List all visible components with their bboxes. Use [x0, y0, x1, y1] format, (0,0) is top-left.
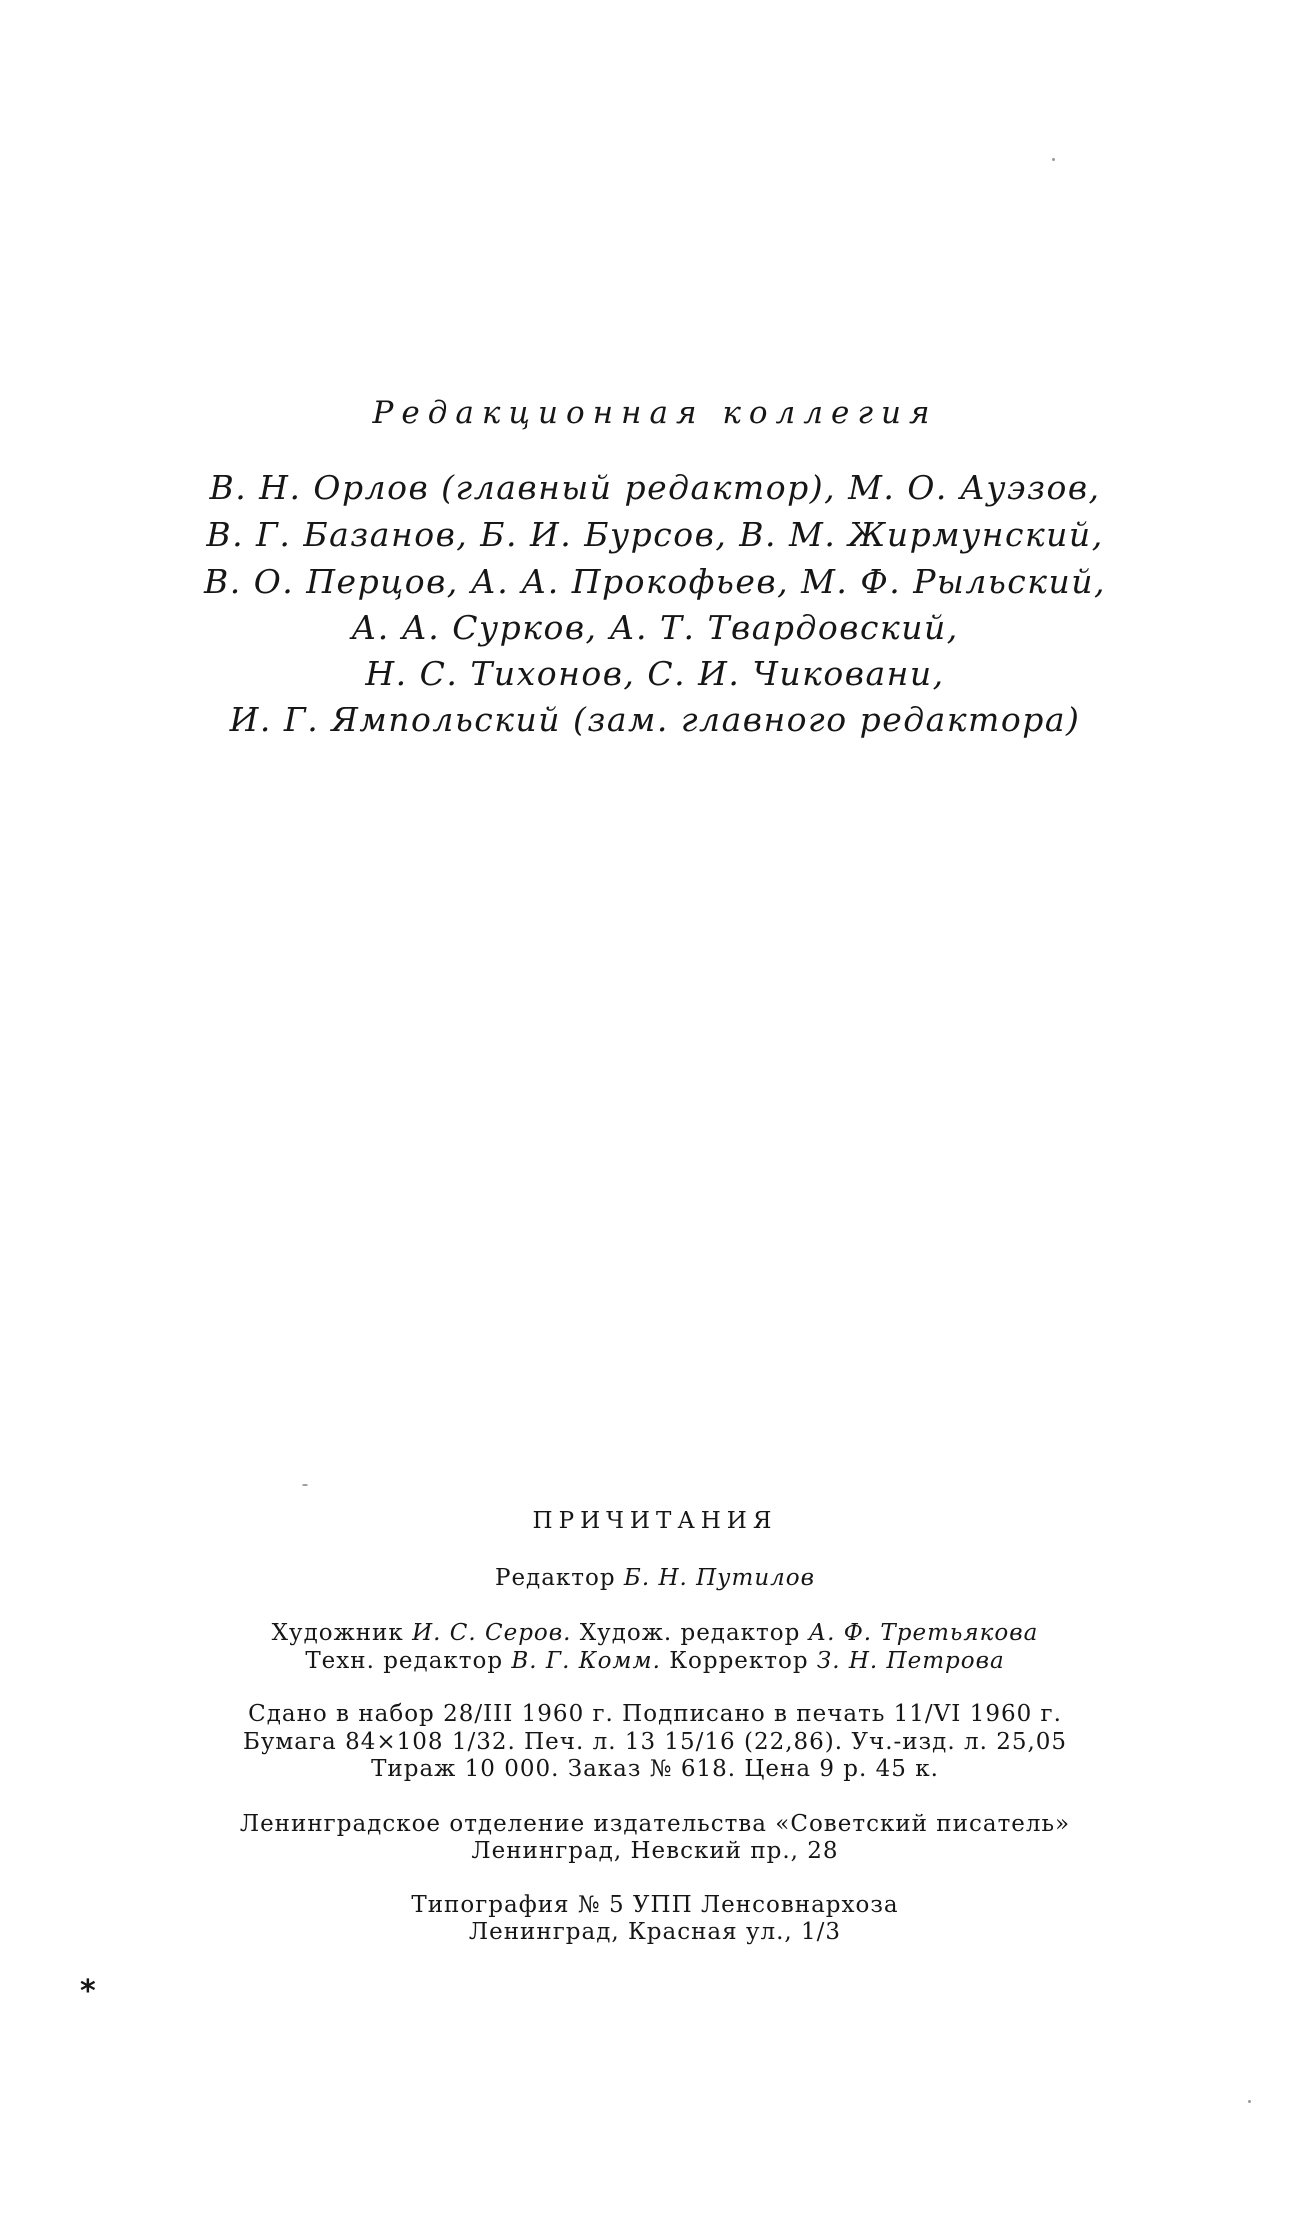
artist-credit: [0, 1620, 1310, 1646]
editorial-board-line-1: В. Н. Орлов (главный редактор), М. О. Ауэзов,: [209, 468, 1101, 507]
printer-line-1: Типография № 5 УПП Ленсовнархоза: [411, 1892, 899, 1918]
editorial-board-line-4: А. А. Сурков, А. Т. Твардовский,: [351, 608, 959, 647]
work-title: ПРИЧИТАНИЯ: [532, 1508, 778, 1534]
editorial-board-line-3: В. О. Перцов, А. А. Прокофьев, М. Ф. Рыльский,: [204, 562, 1106, 601]
tech-editor-name: В. Г. Комм.: [511, 1648, 661, 1674]
corrector-name: З. Н. Петрова: [816, 1648, 1005, 1674]
editor-credit: [0, 1565, 1310, 1591]
print-line-1: Сдано в набор 28/III 1960 г. Подписано в печать 11/VI 1960 г.: [248, 1701, 1062, 1727]
editor-label: Редактор: [494, 1565, 616, 1591]
publisher-line-2: Ленинград, Невский пр., 28: [471, 1838, 839, 1864]
tech-editor-credit: [0, 1648, 1310, 1674]
editorial-board-line-6: И. Г. Ямпольский (зам. главного редактора): [229, 700, 1081, 739]
print-line-2: Бумага 84×108 1/32. Печ. л. 13 15/16 (22,86). Уч.-изд. л. 25,05: [242, 1729, 1068, 1755]
printer-line-2: Ленинград, Красная ул., 1/3: [468, 1919, 842, 1945]
editorial-board-line-5: Н. С. Тихонов, С. И. Чиковани,: [365, 654, 945, 693]
art-editor-name: А. Ф. Третьякова: [808, 1620, 1039, 1646]
paper-speck: [1052, 158, 1055, 161]
art-editor-label: Худож. редактор: [579, 1620, 801, 1646]
artist-name: И. С. Серов.: [412, 1620, 572, 1646]
editorial-board-line-2: В. Г. Базанов, Б. И. Бурсов, В. М. Жирмунский,: [206, 515, 1104, 554]
print-line-3: Тираж 10 000. Заказ № 618. Цена 9 р. 45 к.: [371, 1756, 939, 1782]
corrector-label: Корректор: [669, 1648, 809, 1674]
asterisk-mark: *: [80, 1974, 96, 2009]
artist-label: Художник: [271, 1620, 404, 1646]
tech-editor-label: Техн. редактор: [305, 1648, 504, 1674]
paper-speck: [302, 1484, 308, 1486]
editorial-board-heading: Редакционная коллегия: [372, 395, 938, 431]
editor-name: Б. Н. Путилов: [623, 1565, 816, 1591]
paper-speck: [1248, 2100, 1251, 2103]
publisher-line-1: Ленинградское отделение издательства «Советский писатель»: [239, 1811, 1071, 1837]
